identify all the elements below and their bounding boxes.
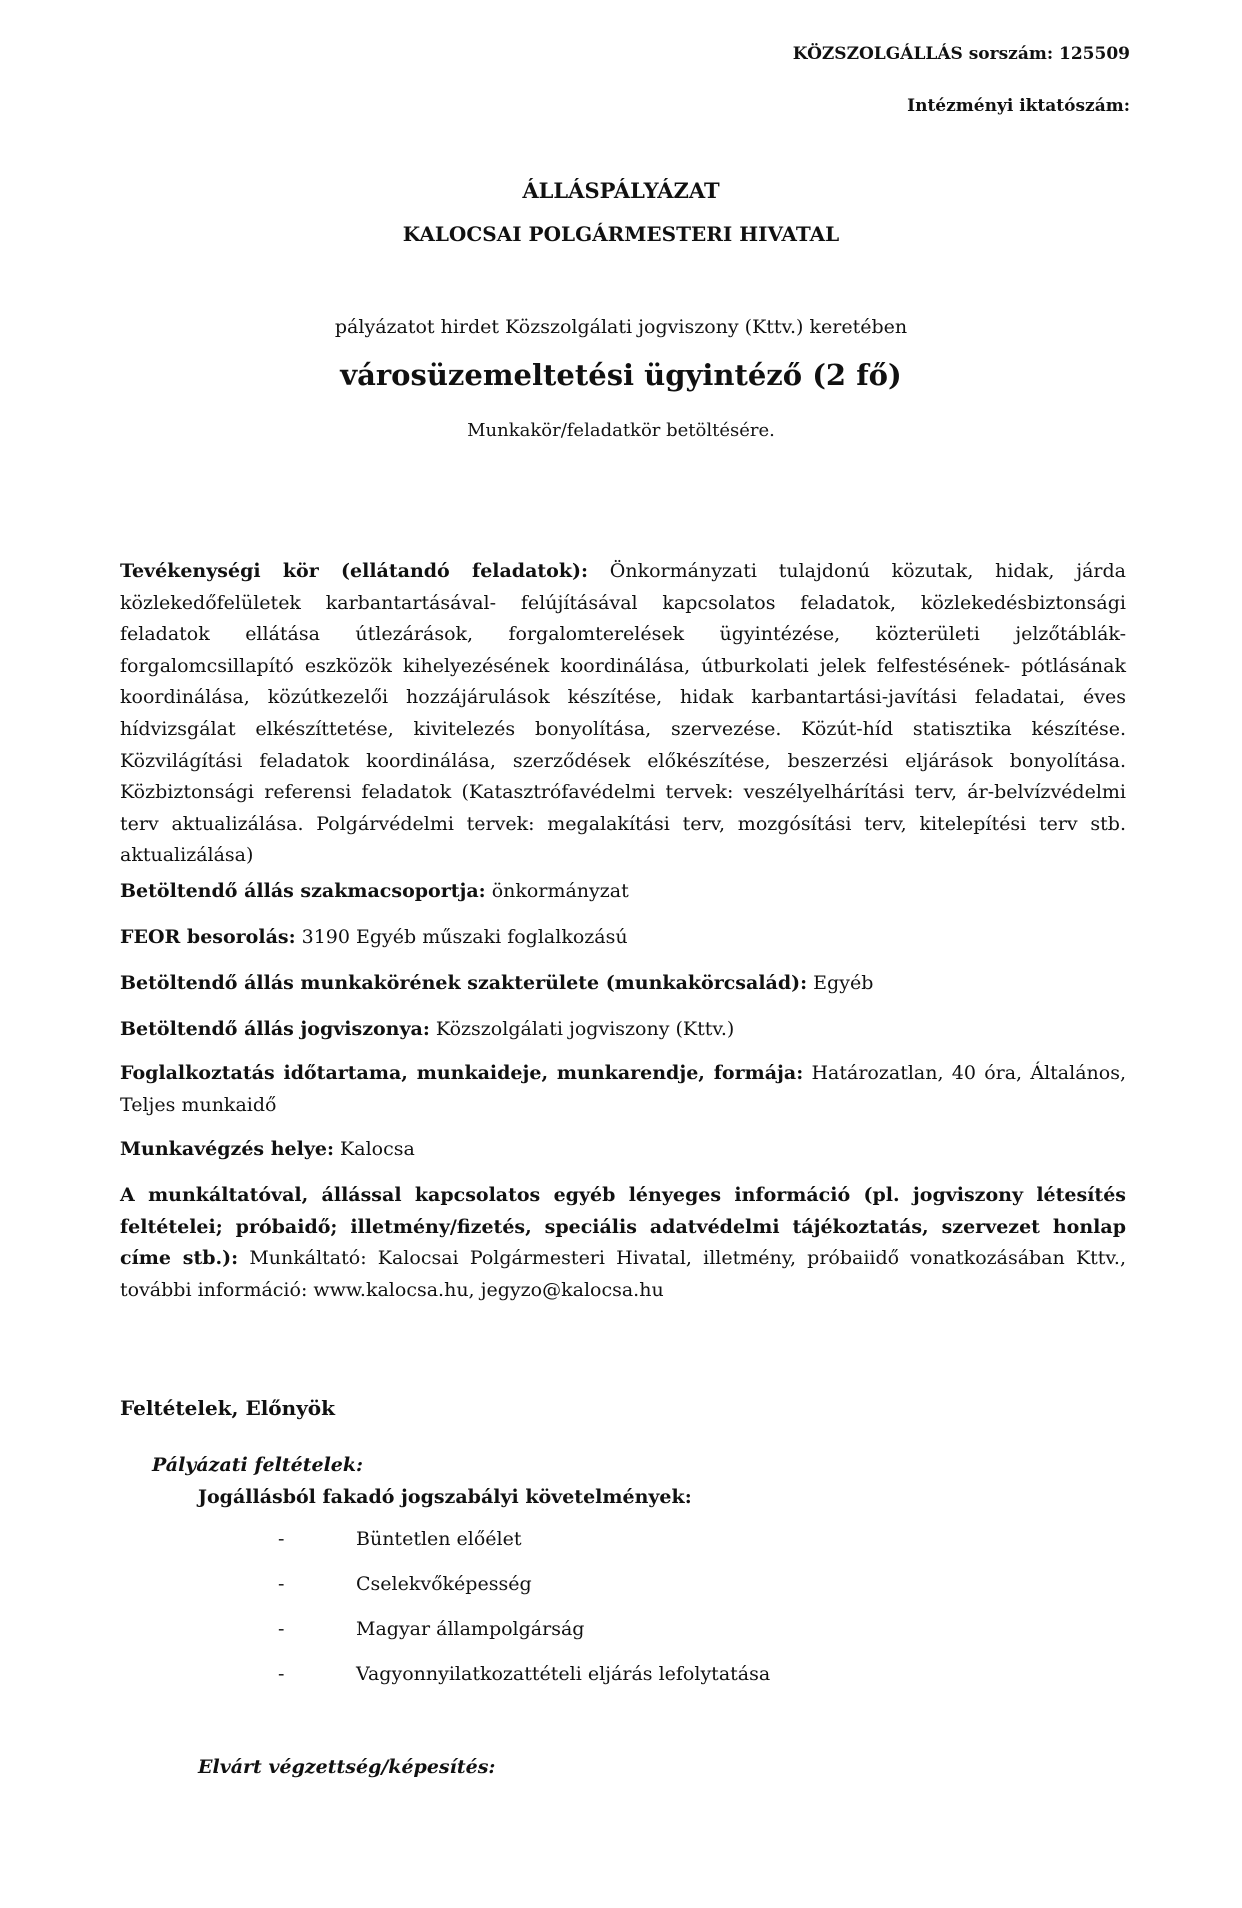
- legal-requirements-heading: Jogállásból fakadó jogszabályi követelmények:: [198, 1486, 692, 1508]
- announcement-line: pályázatot hirdet Közszolgálati jogviszony (Kttv.) keretében: [334, 316, 908, 338]
- activity-scope: [120, 556, 1126, 872]
- education-heading: Elvárt végzettség/képesítés:: [198, 1756, 496, 1778]
- activity-text: Önkormányzati tulajdonú közutak, hidak, járda közlekedőfelületek karbantartásával- felújításával kapcsolatos feladatok, közlekedésbiztonsági feladatok ellátása útlezárások, forgalomterelések ügyintézése, közterületi jelzőtáblák- forgalomcsillapító eszközök kihelyezésének koordinálása, útburkolati jelek felfestésének- pótlásának koordinálása, közútkezelői hozzájárulások készítése, hidak karbantartási-javítási feladatai, éves hídvizsgálat elkészíttetése, kivitelezés bonyolítása, szervezése. Közút-híd statisztika készítése. Közvilágítási feladatok koordinálása, szerződések előkészítése, beszerzési eljárások bonyolítása. Közbiztonsági referensi feladatok (Katasztrófavédelmi tervek: veszélyelhárítási terv, ár-belvízvédelmi terv aktualizálása. Polgárvédelmi tervek: megalakítási terv, mozgósítási terv, kitelepítési terv stb. aktualizálása): [120, 560, 1126, 867]
- place-label: Munkavégzés helye:: [120, 1138, 335, 1160]
- conditions-heading: Feltételek, Előnyök: [120, 1396, 335, 1420]
- office-name: KALOCSAI POLGÁRMESTERI HIVATAL: [402, 222, 840, 246]
- list-dash: -: [278, 1573, 285, 1595]
- info-label: A munkáltatóval, állással kapcsolatos egyéb lényeges információ (pl. jogviszony létesítés feltételei; próbaidő; illetmény/fizetés, speciális adatvédelmi tájékoztatás, szervezet honlap címe stb.):: [120, 1184, 1126, 1270]
- position-title: városüzemeltetési ügyintéző (2 fő): [340, 358, 902, 392]
- feor-classification: [120, 922, 1126, 954]
- application-conditions-heading: Pályázati feltételek:: [152, 1454, 364, 1476]
- relation-label: Betöltendő állás jogviszonya:: [120, 1018, 430, 1040]
- document-title: ÁLLÁSPÁLYÁZAT: [522, 178, 720, 203]
- field-label: Betöltendő állás szakmacsoportja:: [120, 880, 486, 902]
- field-value: önkormányzat: [485, 880, 629, 902]
- requirement-text: Büntetlen előélet: [356, 1528, 522, 1550]
- employer-info: [120, 1180, 1126, 1306]
- work-place: [120, 1134, 1126, 1166]
- list-item: [278, 1528, 770, 1573]
- feor-value: 3190 Egyéb műszaki foglalkozású: [295, 926, 628, 948]
- activity-label: Tevékenységi kör (ellátandó feladatok):: [120, 560, 589, 582]
- feor-label: FEOR besorolás:: [120, 926, 296, 948]
- area-value: Egyéb: [807, 972, 874, 994]
- info-value: Munkáltató: Kalocsai Polgármesteri Hivatal, illetmény, próbaiidő vonatkozásában Kttv., további információ: www.kalocsa.hu, jegyzo@kalocsa.hu: [120, 1247, 1126, 1301]
- employment-label: Foglalkoztatás időtartama, munkaideje, munkarendje, formája:: [120, 1062, 804, 1084]
- legal-relationship: [120, 1014, 1126, 1046]
- list-item: [278, 1663, 770, 1708]
- field-group: [120, 876, 1126, 908]
- employment-terms: [120, 1058, 1126, 1121]
- requirement-text: Vagyonnyilatkozattételi eljárás lefolytatása: [356, 1663, 771, 1685]
- requirement-text: Magyar állampolgárság: [356, 1618, 585, 1640]
- institutional-number: Intézményi iktatószám:: [907, 96, 1130, 116]
- list-dash: -: [278, 1663, 285, 1685]
- relation-value: Közszolgálati jogviszony (Kttv.): [429, 1018, 735, 1040]
- requirement-text: Cselekvőképesség: [356, 1573, 532, 1595]
- area-label: Betöltendő állás munkakörének szakterülete (munkakörcsalád):: [120, 972, 808, 994]
- reference-number: KÖZSZOLGÁLLÁS sorszám: 125509: [792, 44, 1130, 64]
- list-dash: -: [278, 1618, 285, 1640]
- list-item: [278, 1573, 770, 1618]
- job-area: [120, 968, 1126, 1000]
- legal-requirements-list: [278, 1528, 770, 1708]
- list-dash: -: [278, 1528, 285, 1550]
- place-value: Kalocsa: [334, 1138, 415, 1160]
- employment-value: Határozatlan, 40 óra, Általános, Teljes munkaidő: [120, 1062, 1126, 1116]
- list-item: [278, 1618, 770, 1663]
- position-subtitle: Munkakör/feladatkör betöltésére.: [467, 420, 775, 441]
